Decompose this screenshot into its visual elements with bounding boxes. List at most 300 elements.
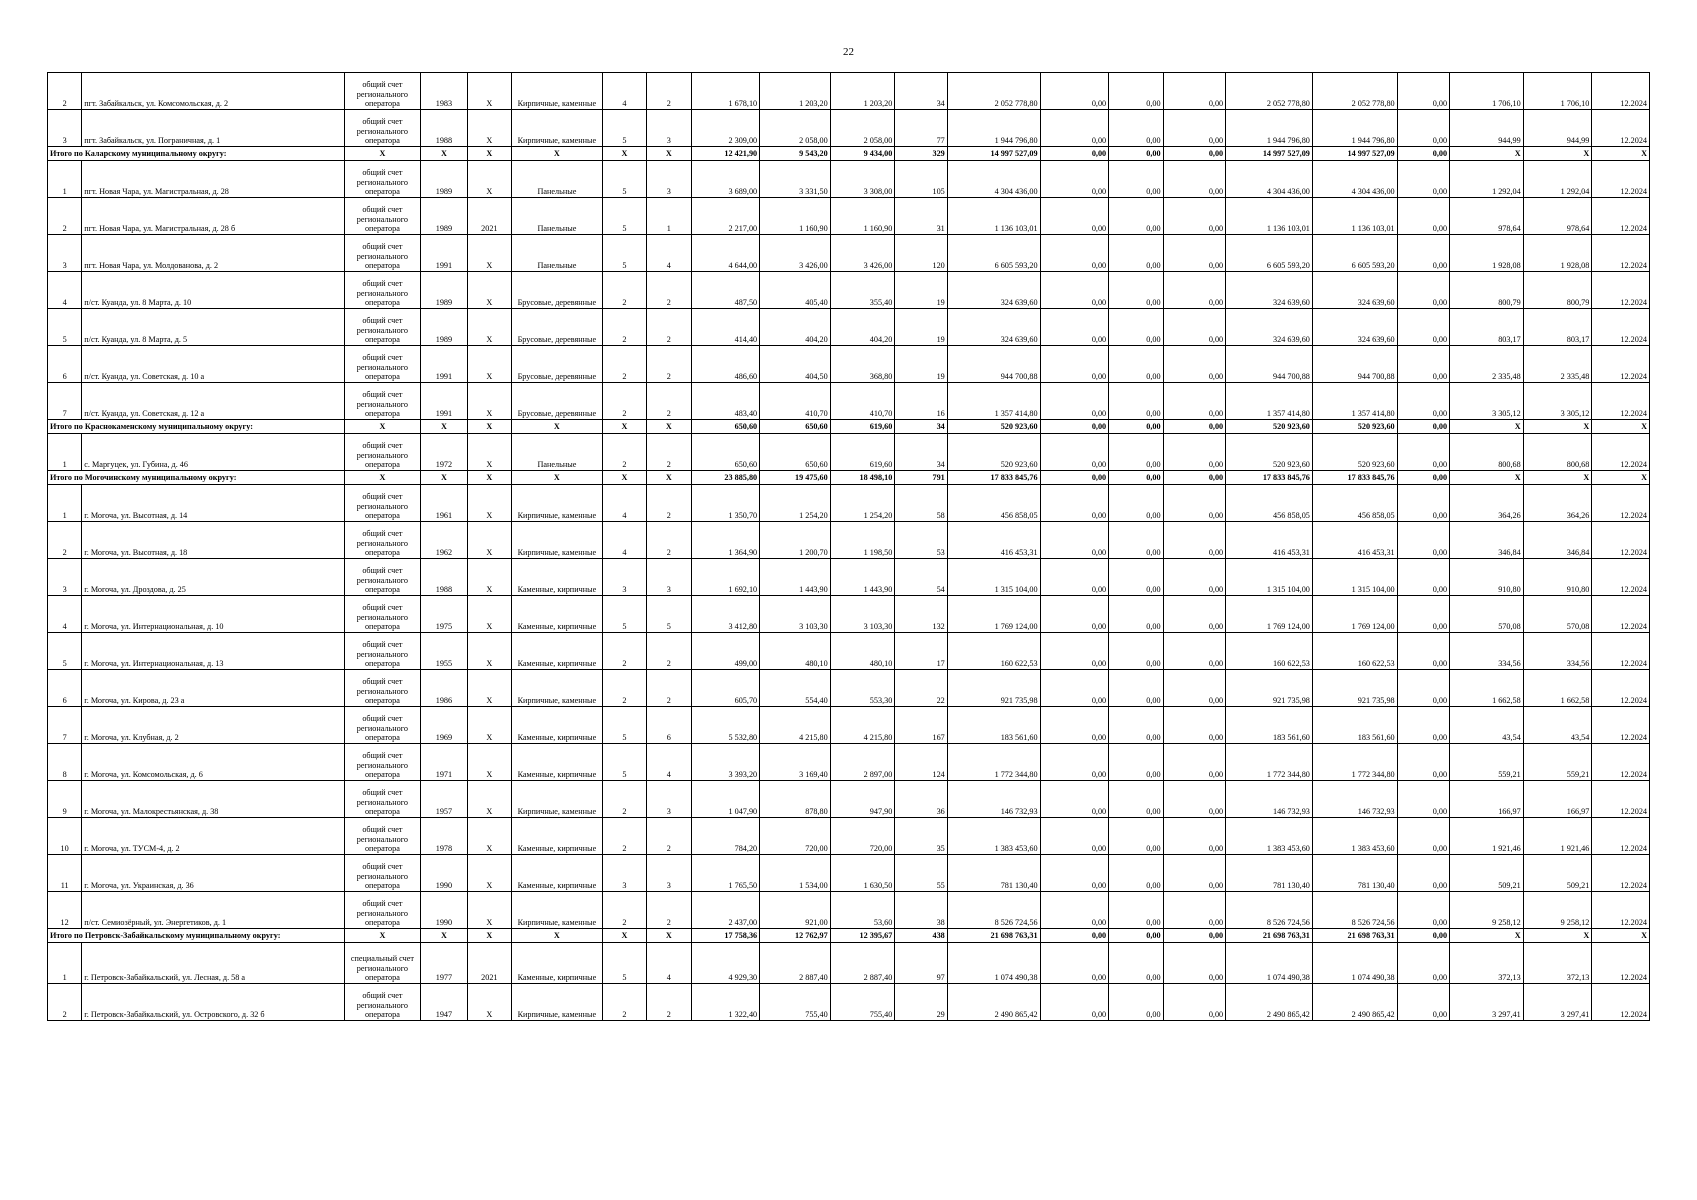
row-number-cell: 11	[48, 855, 82, 892]
table-row	[48, 984, 1650, 1021]
total-area-living-cell: 9 434,00	[830, 147, 895, 161]
total-fund-federal-cell: 0,00	[1040, 471, 1109, 485]
cost-total-cell: 160 622,53	[947, 633, 1040, 670]
unit-limit-cell: 3 305,12	[1523, 383, 1592, 420]
table-body	[48, 73, 1650, 1021]
area-rooms-cell: 4 215,80	[760, 707, 831, 744]
total-year-built-cell: X	[421, 471, 467, 485]
row-number-cell: 9	[48, 781, 82, 818]
total-residents-cell: 34	[895, 420, 947, 434]
floors-cell: 5	[602, 744, 646, 781]
year-commission-cell: X	[467, 434, 511, 471]
address-cell: п/ст. Семиозёрный, ул. Энергетиков, д. 1	[82, 892, 344, 929]
total-entrances-cell: X	[647, 420, 691, 434]
area-rooms-cell: 3 103,30	[760, 596, 831, 633]
cost-total-cell: 1 769 124,00	[947, 596, 1040, 633]
district-total-row	[48, 471, 1650, 485]
unit-cost-cell: 800,68	[1450, 434, 1524, 471]
floors-cell: 5	[602, 161, 646, 198]
year-commission-cell: X	[467, 309, 511, 346]
wall-material-cell: Брусовые, деревянные	[512, 383, 603, 420]
fund-local-cell: 0,00	[1163, 522, 1226, 559]
entrances-cell: 3	[647, 161, 691, 198]
floors-cell: 2	[602, 434, 646, 471]
payment-method-cell: общий счет регионального оператора	[344, 73, 421, 110]
deadline-cell: 12.2024	[1592, 707, 1650, 744]
deadline-cell: 12.2024	[1592, 781, 1650, 818]
fund-owners-b-cell: 1 136 103,01	[1312, 198, 1397, 235]
total-unit-limit-cell: X	[1523, 929, 1592, 943]
fund-owners-cell: 781 130,40	[1226, 855, 1313, 892]
fund-owners-b-cell: 1 383 453,60	[1312, 818, 1397, 855]
row-number-cell: 1	[48, 485, 82, 522]
payment-method-cell: общий счет регионального оператора	[344, 235, 421, 272]
address-cell: г. Могоча, ул. Интернациональная, д. 10	[82, 596, 344, 633]
fund-other-cell: 0,00	[1397, 434, 1449, 471]
fund-local-cell: 0,00	[1163, 818, 1226, 855]
total-area-cell: 2 309,00	[691, 110, 760, 147]
unit-limit-cell: 2 335,48	[1523, 346, 1592, 383]
deadline-cell: 12.2024	[1592, 596, 1650, 633]
table-row	[48, 73, 1650, 110]
floors-cell: 2	[602, 309, 646, 346]
unit-cost-cell: 1 662,58	[1450, 670, 1524, 707]
fund-local-cell: 0,00	[1163, 596, 1226, 633]
fund-local-cell: 0,00	[1163, 485, 1226, 522]
cost-total-cell: 1 944 796,80	[947, 110, 1040, 147]
total-area-cell: 4 644,00	[691, 235, 760, 272]
address-cell: г. Могоча, ул. Комсомольская, д. 6	[82, 744, 344, 781]
cost-total-cell: 324 639,60	[947, 272, 1040, 309]
total-floors-cell: X	[602, 929, 646, 943]
payment-method-cell: общий счет регионального оператора	[344, 272, 421, 309]
fund-owners-cell: 1 315 104,00	[1226, 559, 1313, 596]
address-cell: г. Могоча, ул. Интернациональная, д. 13	[82, 633, 344, 670]
cost-total-cell: 781 130,40	[947, 855, 1040, 892]
year-built-cell: 1957	[421, 781, 467, 818]
payment-method-cell: общий счет регионального оператора	[344, 984, 421, 1021]
unit-limit-cell: 346,84	[1523, 522, 1592, 559]
year-commission-cell: X	[467, 383, 511, 420]
area-living-cell: 2 897,00	[830, 744, 895, 781]
unit-limit-cell: 800,79	[1523, 272, 1592, 309]
deadline-cell: 12.2024	[1592, 198, 1650, 235]
unit-limit-cell: 509,21	[1523, 855, 1592, 892]
payment-method-cell: общий счет регионального оператора	[344, 707, 421, 744]
fund-federal-cell: 0,00	[1040, 633, 1109, 670]
total-year-commission-cell: X	[467, 420, 511, 434]
fund-federal-cell: 0,00	[1040, 383, 1109, 420]
unit-limit-cell: 910,80	[1523, 559, 1592, 596]
unit-cost-cell: 1 706,10	[1450, 73, 1524, 110]
unit-cost-cell: 1 928,08	[1450, 235, 1524, 272]
unit-limit-cell: 334,56	[1523, 633, 1592, 670]
fund-federal-cell: 0,00	[1040, 818, 1109, 855]
fund-federal-cell: 0,00	[1040, 73, 1109, 110]
year-built-cell: 1983	[421, 73, 467, 110]
total-year-built-cell: X	[421, 929, 467, 943]
entrances-cell: 3	[647, 855, 691, 892]
cost-total-cell: 416 453,31	[947, 522, 1040, 559]
fund-owners-b-cell: 944 700,88	[1312, 346, 1397, 383]
fund-owners-cell: 944 700,88	[1226, 346, 1313, 383]
total-deadline-cell: X	[1592, 147, 1650, 161]
total-unit-cost-cell: X	[1450, 929, 1524, 943]
total-floors-cell: X	[602, 147, 646, 161]
deadline-cell: 12.2024	[1592, 110, 1650, 147]
fund-federal-cell: 0,00	[1040, 781, 1109, 818]
year-built-cell: 1990	[421, 855, 467, 892]
unit-cost-cell: 364,26	[1450, 485, 1524, 522]
fund-regional-cell: 0,00	[1109, 309, 1163, 346]
cost-total-cell: 921 735,98	[947, 670, 1040, 707]
year-commission-cell: X	[467, 73, 511, 110]
area-living-cell: 553,30	[830, 670, 895, 707]
total-area-cell: 486,60	[691, 346, 760, 383]
cost-total-cell: 1 772 344,80	[947, 744, 1040, 781]
wall-material-cell: Кирпичные, каменные	[512, 984, 603, 1021]
row-number-cell: 4	[48, 596, 82, 633]
fund-local-cell: 0,00	[1163, 346, 1226, 383]
fund-local-cell: 0,00	[1163, 161, 1226, 198]
fund-regional-cell: 0,00	[1109, 485, 1163, 522]
total-area-cell: 1 678,10	[691, 73, 760, 110]
fund-owners-cell: 1 136 103,01	[1226, 198, 1313, 235]
entrances-cell: 2	[647, 633, 691, 670]
table-row	[48, 272, 1650, 309]
fund-federal-cell: 0,00	[1040, 707, 1109, 744]
year-commission-cell: X	[467, 485, 511, 522]
total-year-commission-cell: X	[467, 147, 511, 161]
table-row	[48, 485, 1650, 522]
fund-owners-b-cell: 520 923,60	[1312, 434, 1397, 471]
table-row	[48, 559, 1650, 596]
unit-cost-cell: 372,13	[1450, 943, 1524, 984]
address-cell: пгт. Новая Чара, ул. Магистральная, д. 28 б	[82, 198, 344, 235]
year-built-cell: 1955	[421, 633, 467, 670]
total-area-total-rooms-cell: 9 543,20	[760, 147, 831, 161]
district-total-row	[48, 147, 1650, 161]
row-number-cell: 2	[48, 984, 82, 1021]
year-built-cell: 1962	[421, 522, 467, 559]
residents-cell: 29	[895, 984, 947, 1021]
floors-cell: 3	[602, 559, 646, 596]
fund-other-cell: 0,00	[1397, 892, 1449, 929]
fund-local-cell: 0,00	[1163, 73, 1226, 110]
entrances-cell: 2	[647, 309, 691, 346]
total-total-area-cell: 12 421,90	[691, 147, 760, 161]
floors-cell: 2	[602, 633, 646, 670]
total-total-area-cell: 17 758,36	[691, 929, 760, 943]
floors-cell: 5	[602, 235, 646, 272]
row-number-cell: 1	[48, 434, 82, 471]
residents-cell: 58	[895, 485, 947, 522]
fund-federal-cell: 0,00	[1040, 485, 1109, 522]
fund-other-cell: 0,00	[1397, 309, 1449, 346]
table-row	[48, 596, 1650, 633]
fund-other-cell: 0,00	[1397, 485, 1449, 522]
entrances-cell: 4	[647, 943, 691, 984]
area-living-cell: 404,20	[830, 309, 895, 346]
payment-method-cell: общий счет регионального оператора	[344, 161, 421, 198]
residents-cell: 19	[895, 346, 947, 383]
total-residents-cell: 329	[895, 147, 947, 161]
floors-cell: 2	[602, 346, 646, 383]
area-rooms-cell: 404,20	[760, 309, 831, 346]
row-number-cell: 3	[48, 559, 82, 596]
unit-limit-cell: 166,97	[1523, 781, 1592, 818]
unit-limit-cell: 1 292,04	[1523, 161, 1592, 198]
fund-federal-cell: 0,00	[1040, 943, 1109, 984]
fund-regional-cell: 0,00	[1109, 522, 1163, 559]
payment-method-cell: общий счет регионального оператора	[344, 434, 421, 471]
unit-cost-cell: 3 297,41	[1450, 984, 1524, 1021]
fund-owners-cell: 456 858,05	[1226, 485, 1313, 522]
total-fund-other-cell: 0,00	[1397, 929, 1449, 943]
wall-material-cell: Панельные	[512, 434, 603, 471]
wall-material-cell: Кирпичные, каменные	[512, 781, 603, 818]
payment-method-cell: общий счет регионального оператора	[344, 596, 421, 633]
fund-regional-cell: 0,00	[1109, 818, 1163, 855]
year-commission-cell: X	[467, 670, 511, 707]
year-built-cell: 1969	[421, 707, 467, 744]
row-number-cell: 5	[48, 309, 82, 346]
total-fund-other-cell: 0,00	[1397, 420, 1449, 434]
area-living-cell: 3 103,30	[830, 596, 895, 633]
total-deadline-cell: X	[1592, 929, 1650, 943]
address-cell: г. Могоча, ул. Кирова, д. 23 а	[82, 670, 344, 707]
area-rooms-cell: 2 887,40	[760, 943, 831, 984]
area-living-cell: 720,00	[830, 818, 895, 855]
fund-owners-cell: 1 944 796,80	[1226, 110, 1313, 147]
fund-federal-cell: 0,00	[1040, 110, 1109, 147]
address-cell: пгт. Новая Чара, ул. Молдованова, д. 2	[82, 235, 344, 272]
payment-method-cell: общий счет регионального оператора	[344, 781, 421, 818]
total-area-cell: 1 047,90	[691, 781, 760, 818]
fund-owners-cell: 2 490 865,42	[1226, 984, 1313, 1021]
area-rooms-cell: 3 426,00	[760, 235, 831, 272]
fund-owners-b-cell: 781 130,40	[1312, 855, 1397, 892]
entrances-cell: 2	[647, 892, 691, 929]
fund-other-cell: 0,00	[1397, 744, 1449, 781]
deadline-cell: 12.2024	[1592, 892, 1650, 929]
table-row	[48, 633, 1650, 670]
fund-local-cell: 0,00	[1163, 707, 1226, 744]
fund-owners-b-cell: 416 453,31	[1312, 522, 1397, 559]
total-fund-regional-cell: 0,00	[1109, 471, 1163, 485]
total-area-cell: 5 532,80	[691, 707, 760, 744]
district-total-row	[48, 929, 1650, 943]
wall-material-cell: Каменные, кирпичные	[512, 596, 603, 633]
unit-cost-cell: 509,21	[1450, 855, 1524, 892]
entrances-cell: 2	[647, 272, 691, 309]
wall-material-cell: Панельные	[512, 198, 603, 235]
fund-owners-b-cell: 1 772 344,80	[1312, 744, 1397, 781]
total-fund-local-cell: 0,00	[1163, 471, 1226, 485]
area-living-cell: 1 160,90	[830, 198, 895, 235]
cost-total-cell: 1 315 104,00	[947, 559, 1040, 596]
fund-owners-cell: 4 304 436,00	[1226, 161, 1313, 198]
year-built-cell: 1977	[421, 943, 467, 984]
area-living-cell: 1 630,50	[830, 855, 895, 892]
fund-local-cell: 0,00	[1163, 198, 1226, 235]
wall-material-cell: Каменные, кирпичные	[512, 943, 603, 984]
total-area-total-rooms-cell: 12 762,97	[760, 929, 831, 943]
cost-total-cell: 2 052 778,80	[947, 73, 1040, 110]
wall-material-cell: Каменные, кирпичные	[512, 744, 603, 781]
fund-federal-cell: 0,00	[1040, 346, 1109, 383]
area-living-cell: 480,10	[830, 633, 895, 670]
fund-owners-cell: 1 357 414,80	[1226, 383, 1313, 420]
fund-regional-cell: 0,00	[1109, 235, 1163, 272]
fund-owners-cell: 416 453,31	[1226, 522, 1313, 559]
area-living-cell: 3 426,00	[830, 235, 895, 272]
total-area-cell: 414,40	[691, 309, 760, 346]
residents-cell: 38	[895, 892, 947, 929]
table-row	[48, 434, 1650, 471]
total-area-total-rooms-cell: 650,60	[760, 420, 831, 434]
area-rooms-cell: 410,70	[760, 383, 831, 420]
floors-cell: 4	[602, 522, 646, 559]
address-cell: с. Маргуцек, ул. Губина, д. 46	[82, 434, 344, 471]
total-area-living-cell: 619,60	[830, 420, 895, 434]
entrances-cell: 4	[647, 235, 691, 272]
fund-regional-cell: 0,00	[1109, 596, 1163, 633]
year-built-cell: 1991	[421, 346, 467, 383]
table-row	[48, 309, 1650, 346]
year-built-cell: 1990	[421, 892, 467, 929]
fund-owners-b-cell: 1 357 414,80	[1312, 383, 1397, 420]
table-row	[48, 855, 1650, 892]
year-built-cell: 1971	[421, 744, 467, 781]
deadline-cell: 12.2024	[1592, 670, 1650, 707]
payment-method-cell: общий счет регионального оператора	[344, 855, 421, 892]
year-commission-cell: X	[467, 855, 511, 892]
residents-cell: 54	[895, 559, 947, 596]
floors-cell: 2	[602, 818, 646, 855]
unit-limit-cell: 944,99	[1523, 110, 1592, 147]
address-cell: п/ст. Куанда, ул. 8 Марта, д. 10	[82, 272, 344, 309]
fund-local-cell: 0,00	[1163, 670, 1226, 707]
fund-regional-cell: 0,00	[1109, 272, 1163, 309]
fund-other-cell: 0,00	[1397, 272, 1449, 309]
fund-federal-cell: 0,00	[1040, 670, 1109, 707]
area-rooms-cell: 878,80	[760, 781, 831, 818]
total-unit-cost-cell: X	[1450, 420, 1524, 434]
total-fund-other-cell: 0,00	[1397, 471, 1449, 485]
deadline-cell: 12.2024	[1592, 73, 1650, 110]
address-cell: п/ст. Куанда, ул. Советская, д. 10 а	[82, 346, 344, 383]
total-unit-limit-cell: X	[1523, 420, 1592, 434]
row-number-cell: 1	[48, 161, 82, 198]
fund-regional-cell: 0,00	[1109, 781, 1163, 818]
cost-total-cell: 456 858,05	[947, 485, 1040, 522]
fund-local-cell: 0,00	[1163, 383, 1226, 420]
cost-total-cell: 2 490 865,42	[947, 984, 1040, 1021]
residents-cell: 36	[895, 781, 947, 818]
total-unit-limit-cell: X	[1523, 147, 1592, 161]
unit-limit-cell: 1 928,08	[1523, 235, 1592, 272]
row-number-cell: 2	[48, 522, 82, 559]
payment-method-cell: общий счет регионального оператора	[344, 633, 421, 670]
total-fund-regional-cell: 0,00	[1109, 147, 1163, 161]
area-living-cell: 2 887,40	[830, 943, 895, 984]
fund-local-cell: 0,00	[1163, 110, 1226, 147]
payment-method-cell: общий счет регионального оператора	[344, 309, 421, 346]
residents-cell: 55	[895, 855, 947, 892]
fund-regional-cell: 0,00	[1109, 984, 1163, 1021]
row-number-cell: 2	[48, 73, 82, 110]
year-built-cell: 1991	[421, 383, 467, 420]
total-cost-total-cell: 14 997 527,09	[947, 147, 1040, 161]
entrances-cell: 2	[647, 984, 691, 1021]
fund-owners-b-cell: 1 315 104,00	[1312, 559, 1397, 596]
table-row	[48, 781, 1650, 818]
deadline-cell: 12.2024	[1592, 434, 1650, 471]
unit-limit-cell: 364,26	[1523, 485, 1592, 522]
entrances-cell: 2	[647, 434, 691, 471]
cost-total-cell: 1 357 414,80	[947, 383, 1040, 420]
table-row	[48, 744, 1650, 781]
floors-cell: 2	[602, 984, 646, 1021]
residents-cell: 124	[895, 744, 947, 781]
entrances-cell: 2	[647, 522, 691, 559]
fund-federal-cell: 0,00	[1040, 272, 1109, 309]
fund-regional-cell: 0,00	[1109, 855, 1163, 892]
area-living-cell: 1 443,90	[830, 559, 895, 596]
address-cell: г. Петровск-Забайкальский, ул. Лесная, д. 58 а	[82, 943, 344, 984]
payment-method-cell: общий счет регионального оператора	[344, 522, 421, 559]
floors-cell: 2	[602, 892, 646, 929]
deadline-cell: 12.2024	[1592, 559, 1650, 596]
cost-total-cell: 520 923,60	[947, 434, 1040, 471]
total-area-cell: 487,50	[691, 272, 760, 309]
unit-limit-cell: 3 297,41	[1523, 984, 1592, 1021]
area-living-cell: 619,60	[830, 434, 895, 471]
fund-owners-b-cell: 1 074 490,38	[1312, 943, 1397, 984]
total-deadline-cell: X	[1592, 471, 1650, 485]
area-living-cell: 947,90	[830, 781, 895, 818]
entrances-cell: 3	[647, 110, 691, 147]
area-living-cell: 755,40	[830, 984, 895, 1021]
wall-material-cell: Брусовые, деревянные	[512, 272, 603, 309]
table-row	[48, 670, 1650, 707]
unit-cost-cell: 3 305,12	[1450, 383, 1524, 420]
fund-owners-cell: 146 732,93	[1226, 781, 1313, 818]
fund-other-cell: 0,00	[1397, 781, 1449, 818]
unit-limit-cell: 1 921,46	[1523, 818, 1592, 855]
year-commission-cell: X	[467, 781, 511, 818]
fund-federal-cell: 0,00	[1040, 434, 1109, 471]
payment-method-cell: общий счет регионального оператора	[344, 670, 421, 707]
deadline-cell: 12.2024	[1592, 984, 1650, 1021]
total-year-commission-cell: X	[467, 471, 511, 485]
total-entrances-cell: X	[647, 471, 691, 485]
table-row	[48, 383, 1650, 420]
fund-federal-cell: 0,00	[1040, 161, 1109, 198]
area-rooms-cell: 755,40	[760, 984, 831, 1021]
deadline-cell: 12.2024	[1592, 346, 1650, 383]
total-total-area-cell: 23 885,80	[691, 471, 760, 485]
fund-owners-cell: 324 639,60	[1226, 272, 1313, 309]
total-fund-owners-cell: 14 997 527,09	[1226, 147, 1313, 161]
fund-regional-cell: 0,00	[1109, 198, 1163, 235]
district-total-label: Итого по Каларскому муниципальному округу:	[48, 147, 345, 161]
payment-method-cell: общий счет регионального оператора	[344, 485, 421, 522]
deadline-cell: 12.2024	[1592, 485, 1650, 522]
table-row	[48, 818, 1650, 855]
fund-other-cell: 0,00	[1397, 984, 1449, 1021]
